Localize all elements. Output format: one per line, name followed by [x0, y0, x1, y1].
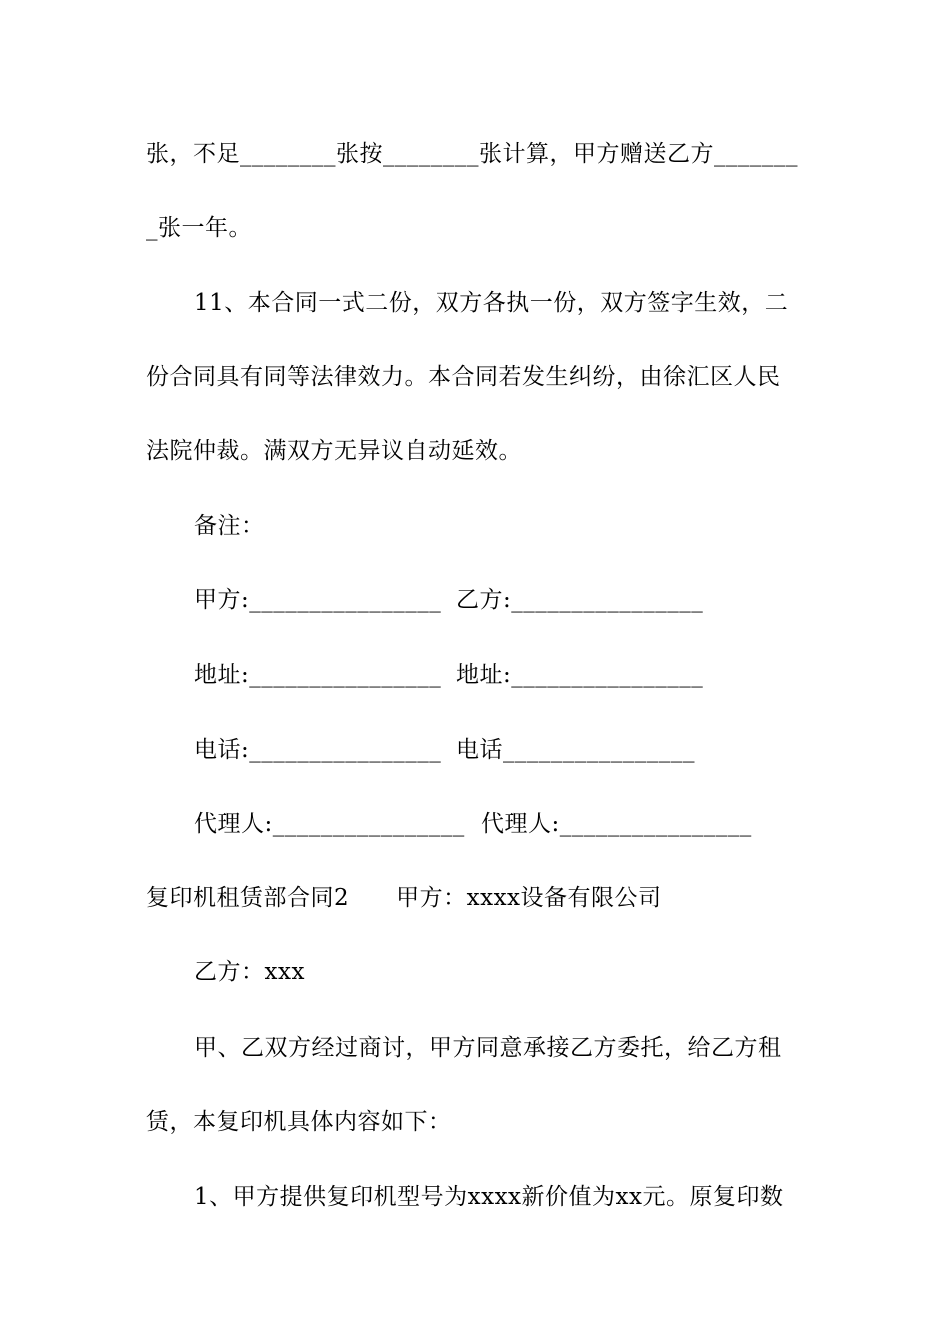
paragraph-line: 张，不足________张按________张计算，甲方赠送乙方_______ [146, 141, 798, 167]
paragraph-line: 甲、乙双方经过商讨，甲方同意承接乙方委托，给乙方租 [194, 1035, 782, 1061]
paragraph-line: _张一年。 [146, 215, 252, 241]
party-b-field: 乙方:________________ [456, 587, 704, 613]
agent-a-field: 代理人:________________ [194, 811, 465, 837]
address-a-field: 地址:________________ [194, 662, 442, 688]
remarks-label: 备注： [194, 513, 265, 539]
paragraph-line: 份合同具有同等法律效力。本合同若发生纠纷，由徐汇区人民 [146, 364, 781, 390]
contract-heading: 复印机租赁部合同2 甲方：xxxx设备有限公司 [146, 885, 662, 911]
agent-b-field: 代理人:________________ [481, 811, 752, 837]
paragraph-line: 赁，本复印机具体内容如下： [146, 1109, 452, 1135]
paragraph-line: 11、本合同一式二份，双方各执一份，双方签字生效，二 [194, 290, 789, 316]
paragraph-line: 1、甲方提供复印机型号为xxxx新价值为xx元。原复印数 [194, 1184, 784, 1210]
address-b-field: 地址:________________ [456, 662, 704, 688]
paragraph-line: 法院仲裁。满双方无异议自动延效。 [146, 438, 522, 464]
party-a-field: 甲方:________________ [194, 587, 442, 613]
party-b-line: 乙方：xxx [194, 959, 305, 985]
phone-b-field: 电话________________ [456, 737, 695, 763]
phone-a-field: 电话:________________ [194, 737, 442, 763]
